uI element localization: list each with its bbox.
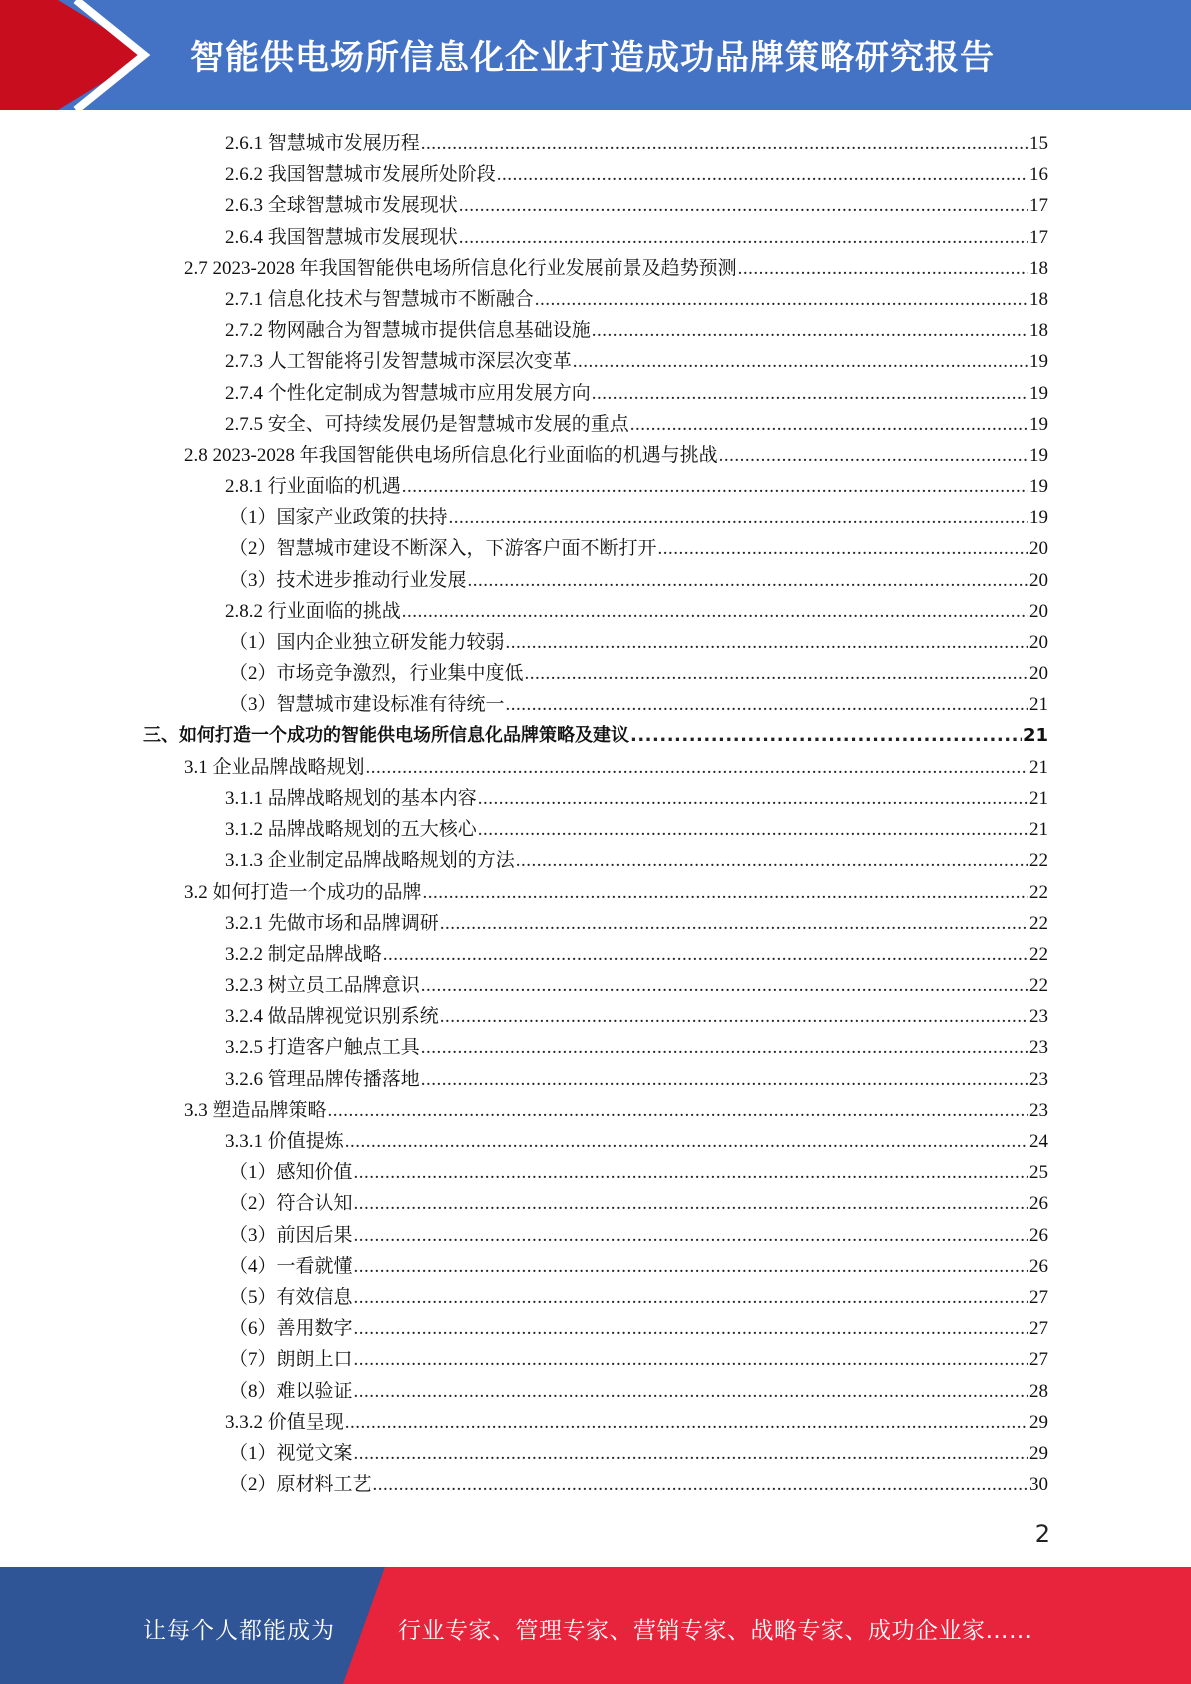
toc-dot-leader — [719, 445, 1028, 467]
toc-entry[interactable] — [0, 1313, 1191, 1344]
toc-entry-page: 27 — [1029, 1349, 1048, 1371]
toc-dot-leader — [354, 1225, 1028, 1247]
toc-entry[interactable] — [0, 315, 1191, 346]
toc-entry-label: （2）智慧城市建设不断深入，下游客户面不断打开 — [229, 538, 657, 560]
toc-dot-leader — [354, 1349, 1028, 1371]
toc-entry-page: 23 — [1029, 1068, 1048, 1090]
toc-entry[interactable] — [0, 440, 1191, 471]
toc-dot-leader — [421, 133, 1028, 155]
toc-entry-page: 19 — [1029, 476, 1048, 498]
toc-dot-leader — [738, 258, 1028, 280]
toc-entry[interactable] — [0, 1344, 1191, 1375]
toc-entry[interactable] — [0, 1157, 1191, 1188]
toc-dot-leader — [592, 320, 1028, 342]
toc-entry-page: 19 — [1029, 413, 1048, 435]
toc-dot-leader — [440, 913, 1028, 935]
toc-entry[interactable] — [0, 596, 1191, 627]
report-title: 智能供电场所信息化企业打造成功品牌策略研究报告 — [190, 38, 995, 78]
toc-entry-label: （3）前因后果 — [229, 1224, 353, 1246]
toc-entry-page: 21 — [1029, 787, 1048, 809]
toc-dot-leader — [592, 383, 1028, 405]
toc-entry-page: 20 — [1029, 538, 1048, 560]
toc-entry[interactable] — [0, 1469, 1191, 1500]
toc-entry-label: 3.2.6 管理品牌传播落地 — [225, 1068, 420, 1090]
toc-entry-page: 21 — [1029, 756, 1048, 778]
toc-dot-leader — [354, 1381, 1028, 1403]
toc-entry-label: 三、如何打造一个成功的智能供电场所信息化品牌策略及建议 — [143, 724, 629, 746]
toc-entry-label: （8）难以验证 — [229, 1380, 353, 1402]
toc-entry-label: （2）原材料工艺 — [229, 1474, 372, 1496]
toc-entry[interactable] — [0, 908, 1191, 939]
toc-entry-page: 20 — [1029, 632, 1048, 653]
toc-entry-label: 3.2.4 做品牌视觉识别系统 — [225, 1006, 439, 1028]
toc-entry[interactable] — [0, 970, 1191, 1001]
toc-entry[interactable] — [0, 190, 1191, 221]
toc-entry[interactable] — [0, 877, 1191, 908]
toc-entry-label: 2.7.4 个性化定制成为智慧城市应用发展方向 — [225, 382, 591, 404]
page-number: 2 — [1034, 1520, 1050, 1548]
toc-entry[interactable] — [0, 689, 1191, 720]
toc-dot-leader — [478, 819, 1028, 841]
toc-dot-leader — [459, 227, 1028, 249]
toc-entry-label: （7）朗朗上口 — [229, 1349, 353, 1371]
toc-entry-label: 2.8.1 行业面临的机遇 — [225, 476, 401, 498]
toc-entry-label: 3.2.1 先做市场和品牌调研 — [225, 912, 439, 934]
toc-entry-label: 3.2.5 打造客户触点工具 — [225, 1037, 420, 1059]
toc-dot-leader — [497, 164, 1028, 186]
toc-entry[interactable] — [0, 502, 1191, 533]
toc-entry-page: 18 — [1029, 288, 1048, 310]
toc-entry[interactable] — [0, 752, 1191, 783]
toc-entry-page: 21 — [1029, 819, 1048, 841]
toc-entry-page: 23 — [1029, 1006, 1048, 1028]
toc-entry[interactable] — [0, 627, 1191, 658]
toc-entry-label: （6）善用数字 — [229, 1318, 353, 1340]
toc-dot-leader — [354, 1443, 1028, 1465]
toc-entry-label: 3.3.2 价值呈现 — [225, 1411, 344, 1433]
toc-entry-label: （1）国内企业独立研发能力较弱 — [229, 632, 505, 653]
toc-entry-label: 2.6.2 我国智慧城市发展所处阶段 — [225, 164, 496, 186]
toc-entry[interactable] — [0, 658, 1191, 689]
toc-entry-label: 2.6.1 智慧城市发展历程 — [225, 133, 420, 154]
toc-entry[interactable] — [0, 159, 1191, 190]
toc-dot-leader — [421, 1037, 1028, 1059]
toc-entry-page: 20 — [1029, 569, 1048, 591]
toc-entry[interactable] — [0, 1220, 1191, 1251]
toc-entry[interactable] — [0, 1001, 1191, 1032]
toc-entry[interactable] — [0, 1407, 1191, 1438]
toc-dot-leader — [354, 1193, 1028, 1215]
toc-entry-label: 3.2.3 树立员工品牌意识 — [225, 975, 420, 997]
toc-entry-label: 2.8 2023-2028 年我国智能供电场所信息化行业面临的机遇与挑战 — [184, 444, 718, 466]
toc-entry-label: （1）视觉文案 — [229, 1442, 353, 1464]
toc-entry-page: 22 — [1029, 943, 1048, 965]
toc-entry[interactable] — [0, 346, 1191, 377]
toc-entry-page: 19 — [1029, 351, 1048, 373]
toc-dot-leader — [423, 882, 1028, 904]
toc-dot-leader — [366, 757, 1028, 779]
toc-dot-leader — [478, 788, 1028, 810]
toc-entry[interactable] — [0, 1188, 1191, 1219]
toc-dot-leader — [328, 1100, 1028, 1122]
toc-entry[interactable] — [0, 1126, 1191, 1157]
toc-entry[interactable] — [0, 845, 1191, 876]
toc-entry[interactable] — [0, 939, 1191, 970]
toc-dot-leader — [402, 601, 1028, 623]
toc-entry-label: （4）一看就懂 — [229, 1255, 353, 1277]
toc-dot-leader — [402, 476, 1028, 498]
toc-entry-label: （1）国家产业政策的扶持 — [229, 507, 448, 529]
toc-dot-leader — [516, 850, 1028, 872]
toc-entry-label: 2.6.4 我国智慧城市发展现状 — [225, 226, 458, 248]
toc-entry[interactable] — [0, 783, 1191, 814]
toc-entry-page: 19 — [1029, 382, 1048, 404]
toc-entry-page: 23 — [1029, 1099, 1048, 1121]
toc-dot-leader — [354, 1318, 1028, 1340]
toc-entry-label: （2）市场竞争激烈，行业集中度低 — [229, 663, 524, 685]
toc-dot-leader — [354, 1162, 1028, 1184]
toc-entry-label: （5）有效信息 — [229, 1286, 353, 1308]
toc-entry-page: 27 — [1029, 1286, 1048, 1308]
toc-entry-page: 16 — [1029, 164, 1048, 186]
toc-entry[interactable] — [0, 409, 1191, 440]
toc-entry-label: 3.1.2 品牌战略规划的五大核心 — [225, 819, 477, 841]
toc-entry-page: 21 — [1029, 694, 1048, 716]
toc-entry-page: 24 — [1029, 1131, 1048, 1152]
toc-entry[interactable] — [0, 1064, 1191, 1095]
toc-entry-page: 25 — [1029, 1162, 1048, 1184]
toc-entry-page: 30 — [1029, 1474, 1048, 1496]
toc-entry-page: 17 — [1029, 226, 1048, 248]
toc-entry-label: （1）感知价值 — [229, 1162, 353, 1184]
toc-entry-page: 29 — [1029, 1442, 1048, 1464]
toc-entry-label: 3.2 如何打造一个成功的品牌 — [184, 881, 422, 903]
toc-dot-leader — [345, 1131, 1028, 1153]
toc-dot-leader — [525, 663, 1028, 685]
toc-entry-label: （3）智慧城市建设标准有待统一 — [229, 694, 505, 716]
toc-entry-label: 3.3.1 价值提炼 — [225, 1131, 344, 1152]
page-header — [0, 0, 1191, 110]
toc-dot-leader — [506, 632, 1028, 654]
toc-entry-label: 3.1.1 品牌战略规划的基本内容 — [225, 787, 477, 809]
toc-entry-page: 29 — [1029, 1411, 1048, 1433]
toc-entry-page: 18 — [1029, 257, 1048, 279]
toc-entry[interactable] — [0, 1438, 1191, 1469]
toc-entry-label: 2.6.3 全球智慧城市发展现状 — [225, 195, 458, 217]
toc-entry[interactable] — [0, 471, 1191, 502]
toc-dot-leader — [468, 570, 1028, 592]
toc-entry[interactable] — [0, 565, 1191, 596]
toc-entry-page: 28 — [1029, 1380, 1048, 1402]
toc-entry-label: 2.8.2 行业面临的挑战 — [225, 600, 401, 622]
toc-entry[interactable] — [0, 1282, 1191, 1313]
toc-entry-page: 17 — [1029, 195, 1048, 217]
toc-dot-leader — [440, 1006, 1028, 1028]
toc-entry-label: 2.7.2 物网融合为智慧城市提供信息基础设施 — [225, 320, 591, 342]
footer-slogan-left: 让每个人都能成为 — [143, 1618, 335, 1644]
toc-entry[interactable] — [0, 378, 1191, 409]
toc-entry-page: 21 — [1022, 724, 1048, 746]
toc-dot-leader — [373, 1474, 1028, 1496]
toc-entry-label: 3.2.2 制定品牌战略 — [225, 943, 382, 965]
toc-dot-leader — [383, 944, 1028, 966]
toc-entry-page: 26 — [1029, 1193, 1048, 1215]
toc-entry[interactable] — [0, 1251, 1191, 1282]
toc-entry[interactable] — [0, 533, 1191, 564]
toc-entry-page: 26 — [1029, 1224, 1048, 1246]
toc-entry[interactable] — [0, 1376, 1191, 1407]
toc-entry-page: 22 — [1029, 881, 1048, 903]
toc-entry-page: 18 — [1029, 320, 1048, 342]
table-of-contents — [0, 128, 1191, 1500]
toc-entry-page: 15 — [1029, 133, 1048, 154]
toc-dot-leader — [630, 725, 1022, 746]
toc-entry[interactable] — [0, 128, 1191, 159]
toc-entry[interactable] — [0, 222, 1191, 253]
toc-entry-label: 2.7.3 人工智能将引发智慧城市深层次变革 — [225, 351, 572, 373]
toc-dot-leader — [630, 414, 1028, 436]
toc-entry-label: 3.1.3 企业制定品牌战略规划的方法 — [225, 850, 515, 872]
toc-entry-page: 22 — [1029, 975, 1048, 997]
toc-entry-page: 26 — [1029, 1255, 1048, 1277]
toc-entry-label: 3.3 塑造品牌策略 — [184, 1099, 327, 1121]
page-footer — [0, 1567, 1191, 1684]
toc-entry-page: 19 — [1029, 507, 1048, 529]
toc-entry-label: 2.7.1 信息化技术与智慧城市不断融合 — [225, 288, 534, 310]
toc-entry-label: 3.1 企业品牌战略规划 — [184, 756, 365, 778]
toc-entry-page: 19 — [1029, 444, 1048, 466]
toc-entry[interactable] — [0, 721, 1191, 752]
toc-dot-leader — [421, 975, 1028, 997]
toc-dot-leader — [459, 195, 1028, 217]
toc-dot-leader — [345, 1412, 1028, 1434]
toc-entry-label: （3）技术进步推动行业发展 — [229, 569, 467, 591]
toc-dot-leader — [535, 289, 1028, 311]
toc-entry-label: 2.7 2023-2028 年我国智能供电场所信息化行业发展前景及趋势预测 — [184, 257, 737, 279]
toc-dot-leader — [506, 694, 1028, 716]
toc-entry-page: 23 — [1029, 1037, 1048, 1059]
toc-dot-leader — [449, 507, 1028, 529]
toc-entry-page: 20 — [1029, 600, 1048, 622]
toc-dot-leader — [354, 1287, 1028, 1309]
toc-dot-leader — [421, 1069, 1028, 1091]
toc-entry-page: 22 — [1029, 912, 1048, 934]
toc-dot-leader — [573, 351, 1028, 373]
toc-entry-page: 27 — [1029, 1318, 1048, 1340]
footer-slogan-right: 行业专家、管理专家、营销专家、战略专家、成功企业家…… — [398, 1618, 1033, 1644]
toc-entry-page: 20 — [1029, 663, 1048, 685]
toc-entry[interactable] — [0, 1095, 1191, 1126]
toc-entry[interactable] — [0, 253, 1191, 284]
toc-dot-leader — [658, 538, 1028, 560]
toc-entry[interactable] — [0, 814, 1191, 845]
toc-dot-leader — [354, 1256, 1028, 1278]
toc-entry-page: 22 — [1029, 850, 1048, 872]
toc-entry[interactable] — [0, 284, 1191, 315]
toc-entry-label: （2）符合认知 — [229, 1193, 353, 1215]
toc-entry-label: 2.7.5 安全、可持续发展仍是智慧城市发展的重点 — [225, 413, 629, 435]
toc-entry[interactable] — [0, 1032, 1191, 1063]
